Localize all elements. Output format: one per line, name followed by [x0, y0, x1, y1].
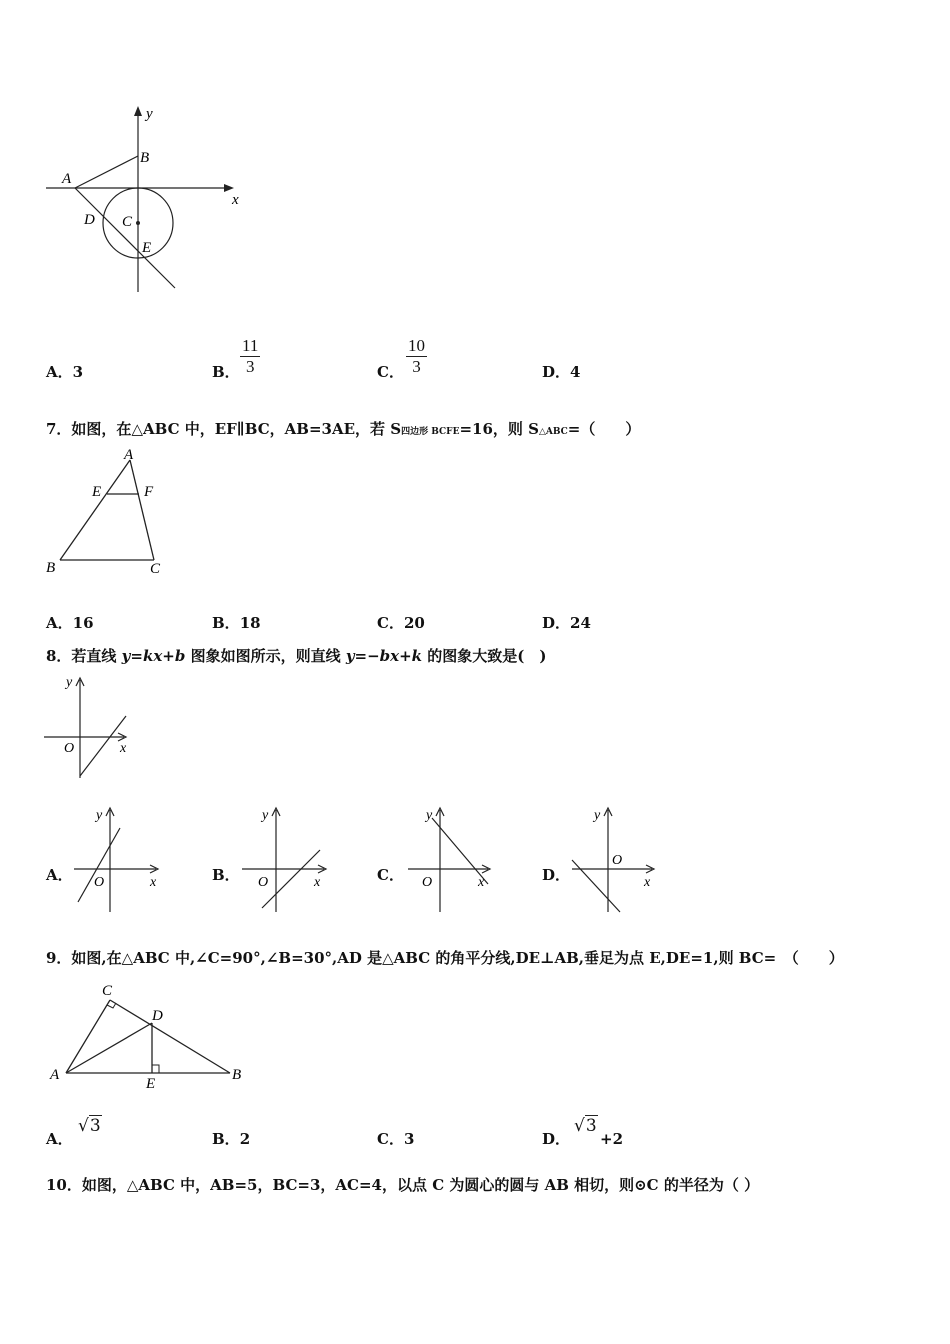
q7-option-d-letter: D．: [542, 614, 571, 632]
q7-option-b-letter: B．: [212, 614, 240, 632]
q8-equation-1: y=kx+b: [121, 647, 186, 665]
q8-c-label-x: x: [478, 875, 485, 890]
q8-text-a: 8．若直线: [46, 647, 122, 665]
q7-text-c: =（ ）: [567, 420, 641, 438]
q6-option-c-fraction: [406, 336, 427, 377]
q7-sub-quad: 四边形 BCFE: [401, 427, 460, 437]
q6-option-d-value: 4: [570, 363, 581, 381]
q8-a-label-x: x: [150, 875, 157, 890]
q8-d-label-y: y: [594, 808, 601, 823]
q9-option-b-letter: B．: [212, 1130, 240, 1148]
q7-question-text: [46, 420, 640, 441]
q7-option-b[interactable]: [212, 612, 261, 633]
q9-option-c-value: 3: [403, 1130, 415, 1148]
q6-y-arrow: [134, 106, 142, 116]
q6-option-b-letter: B．: [212, 363, 240, 381]
q8-given-label-y: y: [66, 675, 73, 690]
q6-option-c[interactable]: [377, 361, 404, 382]
q6-option-d[interactable]: [542, 361, 580, 382]
q7-option-a-value: 16: [72, 614, 94, 632]
q7-side-ab: [60, 460, 130, 560]
q9-option-d-radicand: 3: [585, 1116, 597, 1136]
q8-a-label-o: O: [94, 875, 105, 890]
q6-label-e: E: [142, 240, 152, 256]
q8-option-a-letter: A．: [46, 866, 73, 884]
q8-a-line: [78, 828, 120, 902]
q8-c-label-o: O: [422, 875, 433, 890]
q7-option-c-letter: C．: [377, 614, 404, 632]
q9-label-d: D: [152, 1008, 163, 1024]
q9-option-a-letter: A．: [46, 1130, 73, 1148]
q7-label-b: B: [46, 560, 56, 576]
q6-option-a-value: 3: [72, 363, 84, 381]
q9-label-c: C: [102, 983, 113, 999]
q7-sub-abc: △ABC: [538, 427, 568, 437]
q6-option-c-denominator: 3: [412, 357, 421, 376]
q6-option-c-numerator: 10: [408, 336, 425, 355]
q7-option-d[interactable]: [542, 612, 591, 633]
q9-option-c[interactable]: [377, 1128, 414, 1149]
q6-label-x: x: [232, 192, 239, 208]
q7-side-ac: [130, 460, 154, 560]
q7-label-e: E: [92, 484, 102, 500]
q7-label-a: A: [124, 447, 134, 463]
q6-label-a: A: [62, 171, 72, 187]
q6-label-b: B: [140, 150, 150, 166]
q6-line-ab: [75, 156, 138, 188]
q8-option-c-graph: [402, 806, 502, 916]
q8-equation-2: y=−bx+k: [345, 647, 423, 665]
q6-option-a-letter: A．: [46, 363, 73, 381]
q8-text-c: 的图象大致是( ): [422, 647, 547, 665]
q9-option-d[interactable]: [542, 1128, 570, 1149]
q7-text-b: =16，则 S: [459, 420, 539, 438]
q8-given-label-o: O: [64, 741, 75, 756]
q6-figure: [40, 100, 250, 300]
q9-option-a-sqrt: √3: [78, 1116, 101, 1136]
q6-label-d: D: [84, 212, 95, 228]
q6-option-d-letter: D．: [542, 363, 571, 381]
q6-option-b[interactable]: [212, 361, 240, 382]
q8-given-graph: [40, 672, 140, 782]
q9-question-text: 9．如图,在△ABC 中,∠C=90°,∠B=30°,AD 是△ABC 的角平分线,DE⊥AB,垂足为点 E,DE=1,则 BC= （ ）: [46, 949, 844, 967]
q8-option-d[interactable]: [542, 864, 570, 885]
q6-option-b-numerator: 11: [242, 336, 259, 355]
q7-label-f: F: [144, 484, 154, 500]
q8-b-line: [262, 850, 320, 908]
q8-a-label-y: y: [96, 808, 103, 823]
q8-given-label-x: x: [120, 741, 127, 756]
q9-option-b-value: 2: [239, 1130, 251, 1148]
q8-option-c[interactable]: [377, 864, 404, 885]
q7-option-a[interactable]: [46, 612, 94, 633]
q6-x-arrow: [224, 184, 234, 192]
q9-segment-ad: [66, 1023, 152, 1073]
q7-option-b-value: 18: [239, 614, 261, 632]
q8-c-label-y: y: [426, 808, 433, 823]
q9-option-c-letter: C．: [377, 1130, 404, 1148]
q6-option-b-denominator: 3: [245, 357, 255, 376]
q8-option-a-graph: [64, 806, 164, 916]
q7-option-c-value: 20: [403, 614, 425, 632]
q9-option-b[interactable]: [212, 1128, 250, 1149]
q6-label-c: C: [122, 214, 133, 230]
q8-b-label-o: O: [258, 875, 269, 890]
q6-option-b-fraction: [240, 336, 260, 377]
q7-label-c: C: [150, 561, 161, 577]
q8-d-label-o: O: [612, 853, 623, 868]
q8-d-label-x: x: [644, 875, 651, 890]
q6-option-c-letter: C．: [377, 363, 404, 381]
q9-option-d-suffix: +2: [600, 1130, 624, 1148]
q9-option-a-radicand: 3: [89, 1116, 101, 1136]
q8-b-label-x: x: [314, 875, 321, 890]
q9-label-e: E: [146, 1076, 156, 1092]
q7-option-c[interactable]: [377, 612, 425, 633]
q9-option-d-letter: D．: [542, 1130, 571, 1148]
q7-option-a-letter: A．: [46, 614, 73, 632]
q9-label-b: B: [232, 1067, 242, 1083]
q7-figure: [40, 446, 180, 581]
q9-figure: [40, 978, 260, 1093]
q7-text-a: 7．如图，在△ABC 中，EF∥BC，AB=3AE，若 S: [46, 420, 402, 438]
q9-option-a[interactable]: [46, 1128, 73, 1149]
q6-line-ae: [75, 188, 175, 288]
q8-question-text: [46, 647, 546, 665]
q9-option-d-sqrt: √3: [574, 1116, 597, 1136]
q6-label-y: y: [146, 106, 153, 122]
q7-option-d-value: 24: [570, 614, 591, 632]
q6-option-a[interactable]: [46, 361, 83, 382]
q8-option-c-letter: C．: [377, 866, 404, 884]
q9-right-angle-e: [152, 1065, 159, 1073]
q6-center-dot: [136, 221, 140, 225]
q9-label-a: A: [50, 1067, 60, 1083]
q8-option-b-graph: [236, 806, 336, 916]
q10-question-text: 10．如图，△ABC 中，AB=5，BC=3，AC=4，以点 C 为圆心的圆与 AB 相切，则⊙C 的半径为（ ）: [46, 1176, 760, 1194]
q8-option-d-letter: D．: [542, 866, 571, 884]
q8-option-b-letter: B．: [212, 866, 240, 884]
q8-text-b: 图象如图所示，则直线: [185, 647, 346, 665]
q8-option-d-graph: [568, 806, 668, 916]
q8-b-label-y: y: [262, 808, 269, 823]
q9-side-ca: [66, 1000, 110, 1073]
